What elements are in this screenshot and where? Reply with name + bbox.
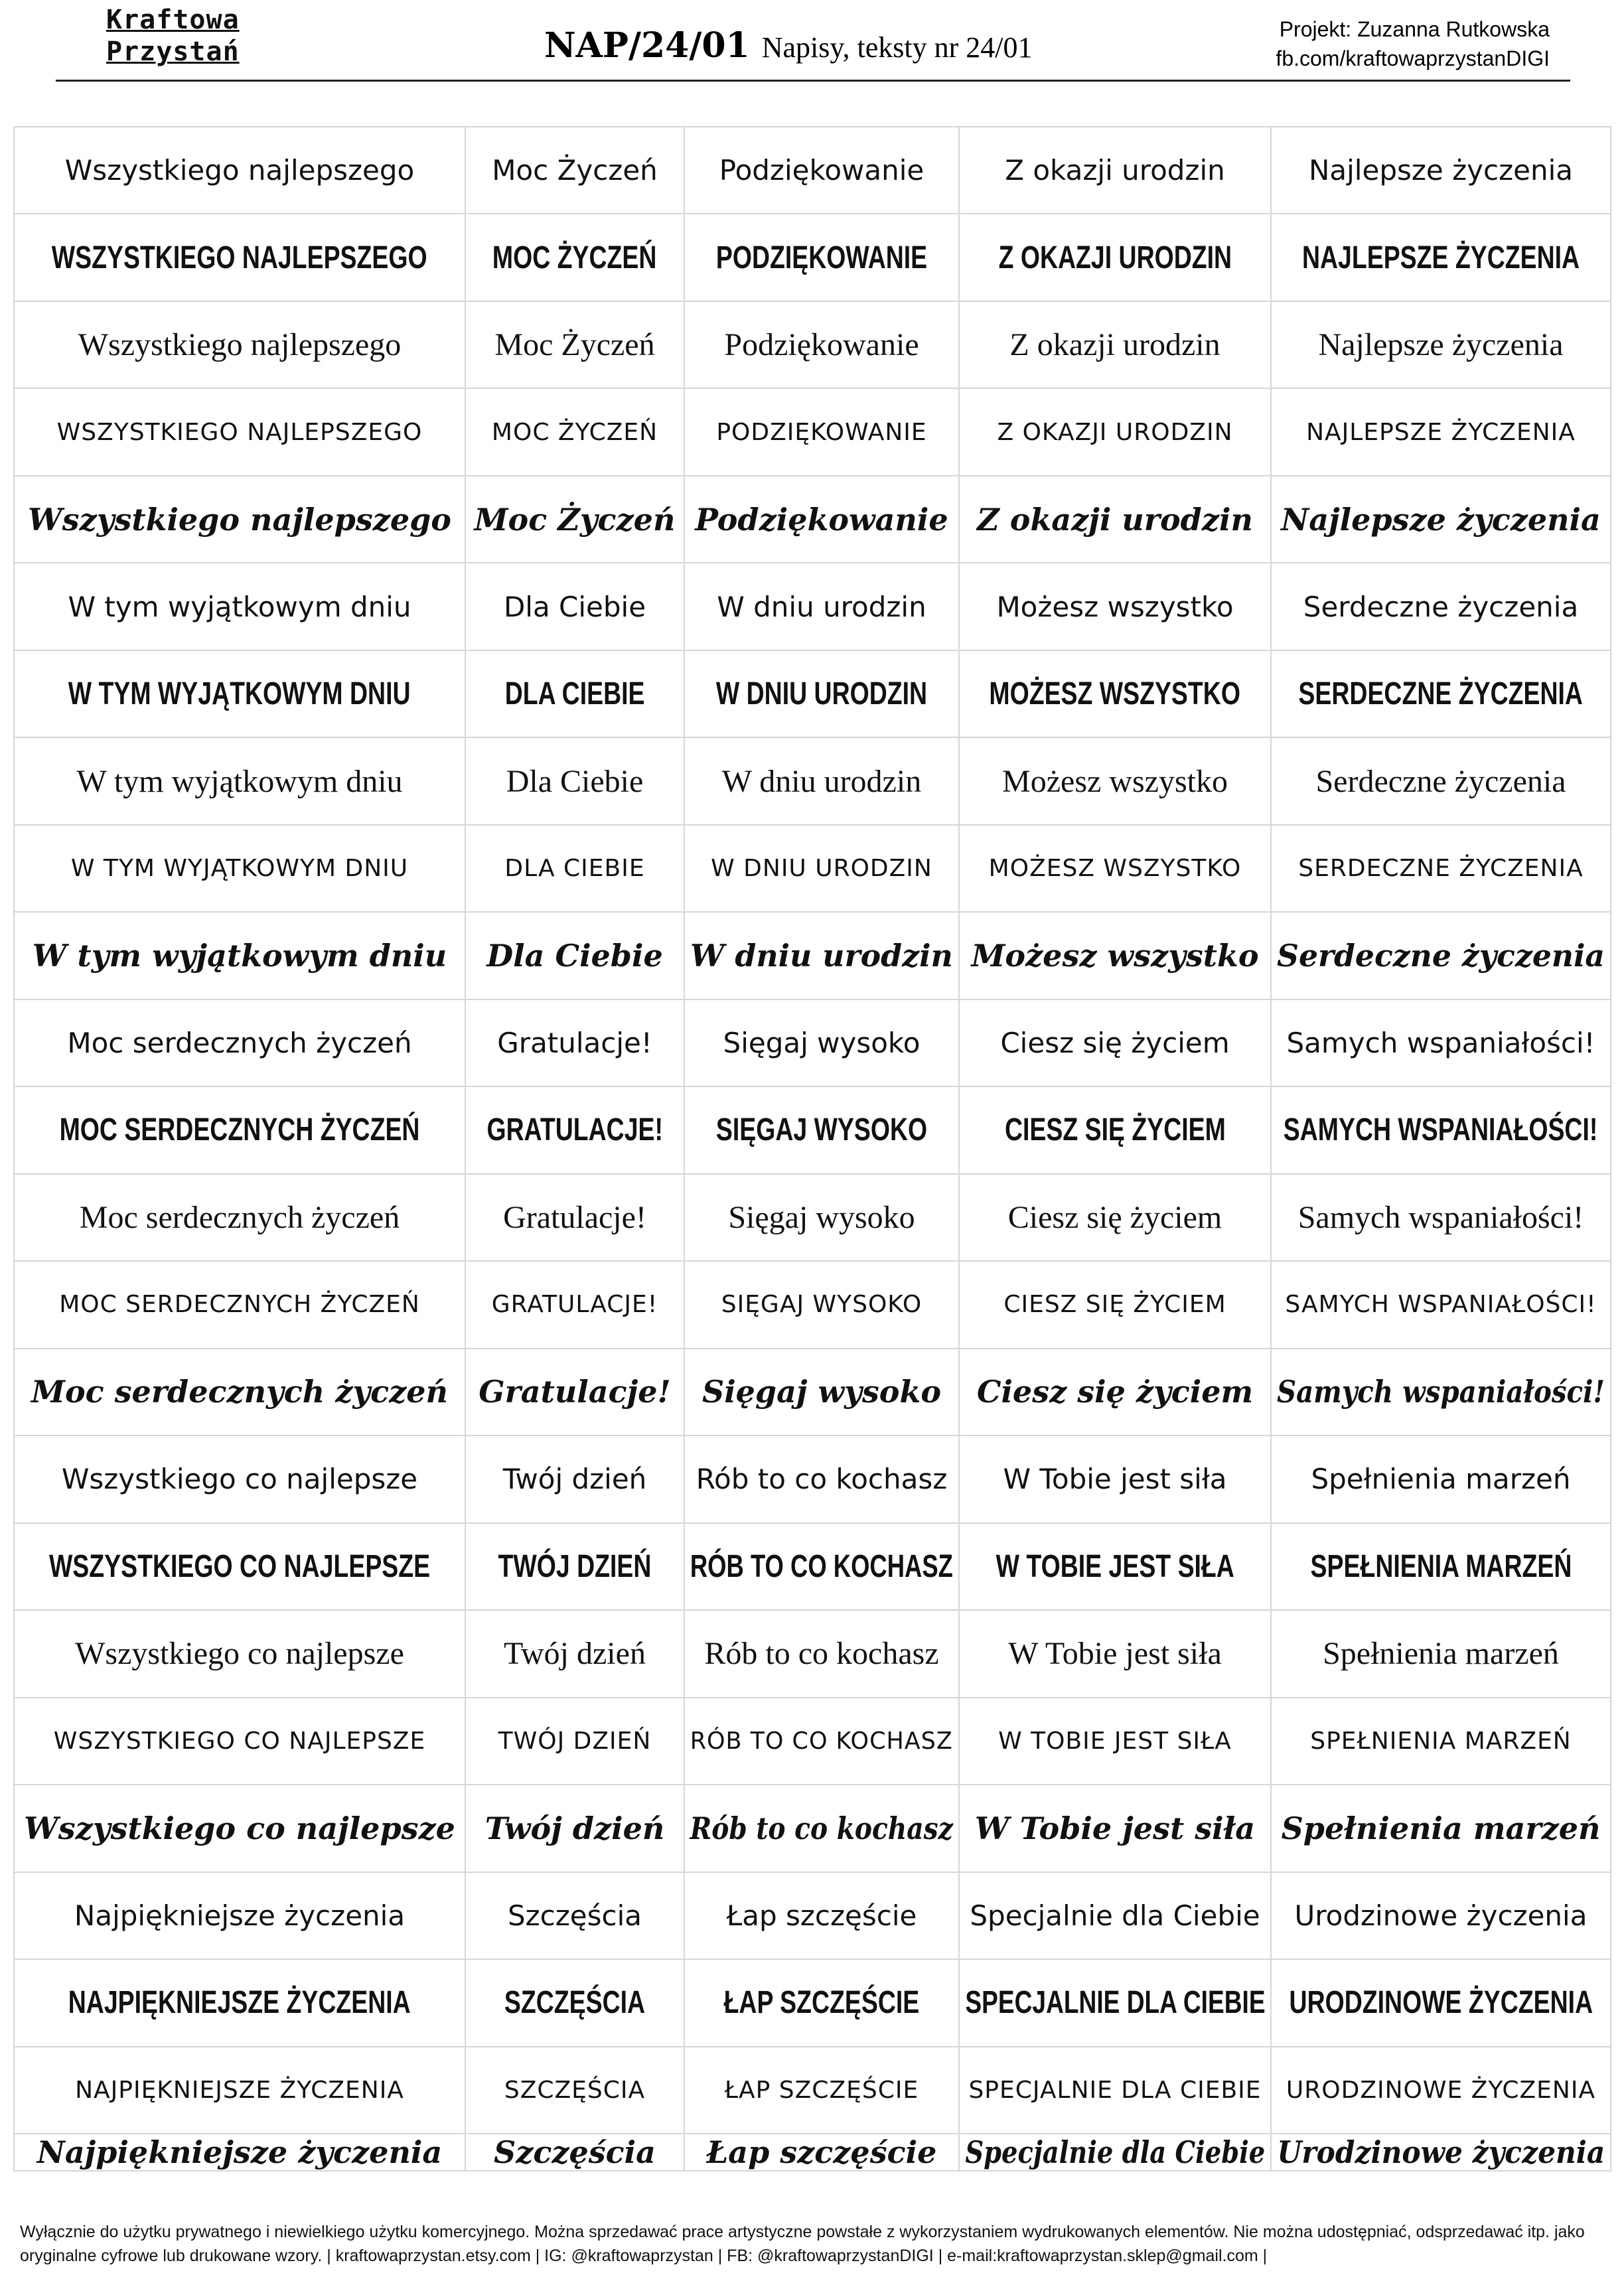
phrase-cell [685,2134,960,2172]
project-facebook: fb.com/kraftowaprzystanDIGI [1276,46,1550,70]
phrase-text: PODZIĘKOWANIE [716,418,927,446]
phrase-text: Wszystkiego co najlepsze [75,1636,404,1672]
phrase-cell [15,389,466,476]
phrase-text: SERDECZNE ŻYCZENIA [1298,676,1584,712]
phrase-text: MOC SERDECZNYCH ŻYCZEŃ [59,1112,420,1148]
phrase-text: Z okazji urodzin [1005,154,1225,187]
phrase-text: Moc serdecznych życzeń [67,1027,412,1060]
phrase-cell [466,563,685,650]
phrase-text: Moc Życzeń [494,327,655,363]
phrase-text: NAJPIĘKNIEJSZE ŻYCZENIA [68,1985,411,2021]
phrase-text: W tym wyjątkowym dniu [68,590,411,623]
phrase-cell [1272,2134,1611,2172]
project-info [1205,15,1550,73]
phrase-text: W dniu urodzin [721,763,922,799]
phrase-cell [960,1611,1272,1698]
phrase-text: Serdeczne życzenia [1315,763,1566,799]
phrase-cell [15,1087,466,1174]
phrase-text: Serdeczne życzenia [1276,938,1605,974]
phrase-cell [685,1087,960,1174]
phrase-text: W DNIU URODZIN [715,676,928,712]
phrase-text: Sięgaj wysoko [723,1027,921,1060]
phrase-cell [15,1611,466,1698]
phrase-cell [1272,2047,1611,2134]
phrase-text: Z OKAZJI URODZIN [997,418,1233,446]
phrase-text: GRATULACJE! [491,1291,658,1319]
phrase-cell [1272,1262,1611,1349]
phrase-cell [685,1611,960,1698]
phrase-cell [15,1960,466,2047]
phrase-cell [960,563,1272,650]
phrase-text: SPECJALNIE DLA CIEBIE [964,1985,1266,2021]
phrase-text: Możesz wszystko [996,590,1234,623]
phrase-cell [960,913,1272,999]
phrase-cell [466,1000,685,1087]
phrase-cell [466,1087,685,1174]
phrase-cell [466,1785,685,1872]
phrase-cell [1272,826,1611,913]
phrase-text: Spełnienia marzeń [1281,1810,1601,1846]
phrase-cell [960,389,1272,476]
phrase-cell [685,477,960,563]
phrase-text: W TYM WYJĄTKOWYM DNIU [70,855,409,883]
phrase-cell [960,1698,1272,1785]
phrase-cell [15,826,466,913]
phrase-cell [1272,1175,1611,1262]
phrase-text: Gratulacje! [503,1199,646,1235]
phrase-cell [1272,1960,1611,2047]
phrase-cell [960,826,1272,913]
phrase-text: W TOBIE JEST SIŁA [998,1727,1232,1755]
phrase-cell [1272,1349,1611,1436]
phrase-text: SIĘGAJ WYSOKO [715,1112,928,1148]
header-divider [56,80,1570,82]
phrase-cell [15,302,466,389]
phrase-text: Urodzinowe życzenia [1277,2134,1605,2170]
phrase-cell [960,214,1272,301]
phrase-text: Dla Ciebie [486,938,663,974]
phrase-text: RÓB TO CO KOCHASZ [690,1727,954,1755]
phrase-cell [1272,1873,1611,1960]
phrase-cell [1272,389,1611,476]
phrase-cell [15,2134,466,2172]
phrase-text: SPECJALNIE DLA CIEBIE [968,2076,1262,2104]
phrase-cell [15,214,466,301]
phrase-cell [15,1262,466,1349]
phrase-text: Szczęścia [494,2134,656,2170]
phrase-cell [685,1262,960,1349]
phrase-text: Najlepsze życzenia [1318,327,1564,363]
project-author: Projekt: Zuzanna Rutkowska [1279,17,1550,41]
phrase-cell [15,1698,466,1785]
phrase-text: Serdeczne życzenia [1303,590,1579,623]
phrase-text: W tym wyjątkowym dniu [32,938,447,974]
phrase-cell [960,477,1272,563]
phrase-cell [1272,127,1611,214]
phrase-cell [466,477,685,563]
phrase-cell [15,1000,466,1087]
phrase-cell [960,2047,1272,2134]
phrase-text: Podziękowanie [719,154,924,187]
phrase-text: WSZYSTKIEGO CO NAJLEPSZE [48,1548,431,1584]
phrase-text: Podziękowanie [724,327,919,363]
phrase-cell [685,651,960,738]
phrase-text: Ciesz się życiem [1000,1027,1230,1060]
phrase-text: Rób to co kochasz [704,1636,939,1672]
phrase-cell [466,2134,685,2172]
phrase-text: Najpiękniejsze życzenia [37,2134,443,2170]
phrase-cell [960,651,1272,738]
phrase-cell [15,1785,466,1872]
phrase-text: MOŻESZ WSZYSTKO [989,676,1241,712]
phrase-text: Twój dzień [502,1463,647,1496]
phrase-cell [466,389,685,476]
phrase-cell [466,1175,685,1262]
phrase-text: Podziękowanie [695,501,948,538]
phrase-cell [1272,563,1611,650]
phrase-text: ŁAP SZCZĘŚCIE [723,1985,920,2021]
phrase-cell [1272,1698,1611,1785]
phrase-text: Ciesz się życiem [976,1374,1254,1410]
phrase-text: Urodzinowe życzenia [1294,1899,1587,1932]
phrase-cell [15,1436,466,1523]
phrase-cell [1272,1436,1611,1523]
phrase-cell [466,738,685,825]
phrase-text: Rób to co kochasz [690,1810,954,1846]
phrase-text: Najlepsze życzenia [1308,154,1573,187]
phrase-text: URODZINOWE ŻYCZENIA [1286,2076,1596,2104]
phrase-cell [15,738,466,825]
phrase-text: Spełnienia marzeń [1311,1463,1571,1496]
phrase-text: TWÓJ DZIEŃ [498,1548,652,1584]
phrase-cell [960,1087,1272,1174]
page-header [0,0,1624,83]
phrase-text: WSZYSTKIEGO NAJLEPSZEGO [52,240,427,275]
phrase-text: Wszystkiego co najlepsze [24,1810,455,1846]
phrase-text: W dniu urodzin [717,590,926,623]
phrase-cell [685,214,960,301]
phrase-cell [960,1436,1272,1523]
phrase-text: MOC ŻYCZEŃ [492,240,657,275]
phrase-cell [1272,738,1611,825]
phrase-text: CIESZ SIĘ ŻYCIEM [1004,1112,1226,1148]
sheet-code: NAP/24/01 [544,25,750,66]
phrase-text: Dla Ciebie [506,763,644,799]
phrase-cell [685,913,960,999]
phrase-cell [15,477,466,563]
phrase-text: SERDECZNE ŻYCZENIA [1298,855,1584,883]
phrase-text: Samych wspaniałości! [1286,1027,1595,1060]
phrase-cell [685,1349,960,1436]
phrase-cell [15,1349,466,1436]
phrase-cell [960,1873,1272,1960]
phrase-text: SZCZĘŚCIA [504,1985,646,2021]
phrase-cell [685,127,960,214]
phrase-cell [466,1349,685,1436]
phrase-text: Rób to co kochasz [696,1463,948,1496]
phrase-text: MOC SERDECZNYCH ŻYCZEŃ [59,1291,420,1319]
phrase-cell [15,2047,466,2134]
phrase-text: Łap szczęście [706,2134,937,2170]
phrase-cell [685,1698,960,1785]
phrase-cell [466,1873,685,1960]
phrase-cell [960,1349,1272,1436]
phrase-cell [685,563,960,650]
phrase-text: Samych wspaniałości! [1276,1374,1605,1410]
phrase-text: Sięgaj wysoko [728,1199,915,1235]
phrase-cell [466,1698,685,1785]
phrase-cell [466,214,685,301]
phrase-cell [1272,1524,1611,1611]
phrase-text: Wszystkiego co najlepsze [61,1463,418,1496]
phrase-cell [466,651,685,738]
phrase-text: SZCZĘŚCIA [504,2076,646,2104]
phrase-text: SPEŁNIENIA MARZEŃ [1310,1727,1572,1755]
phrase-cell [466,826,685,913]
phrase-cell [1272,1611,1611,1698]
phrase-cell [685,389,960,476]
phrase-cell [685,302,960,389]
phrase-cell [685,1000,960,1087]
phrase-cell [15,563,466,650]
phrase-cell [960,1524,1272,1611]
phrase-cell [960,2134,1272,2172]
phrase-cell [466,1611,685,1698]
phrase-text: W TOBIE JEST SIŁA [996,1548,1234,1584]
phrase-cell [1272,913,1611,999]
page-footer: Wyłącznie do użytku prywatnego i niewielkiego użytku komercyjnego. Można sprzedawać prace artystyczne powstałe z wykorzystaniem wydrukowanych elementów. Nie można udostępniać, odsprzedawać itp. jako oryginalne cyfrowe lub drukowane wzory. | kraftowaprzystan.etsy.com | IG: @kraftowaprzystan | FB: @kraftowaprzystanDIGI | e-mail:kraftowaprzystan.sklep@gmail.com | [20,2223,1585,2265]
phrase-text: Z OKAZJI URODZIN [998,240,1232,275]
phrase-cell [15,913,466,999]
phrase-text: TWÓJ DZIEŃ [498,1727,652,1755]
phrase-text: MOC ŻYCZEŃ [491,418,658,446]
phrase-cell [1272,1000,1611,1087]
phrase-text: DLA CIEBIE [504,855,645,883]
phrase-cell [466,127,685,214]
phrase-text: Samych wspaniałości! [1297,1199,1584,1235]
phrase-text: NAJPIĘKNIEJSZE ŻYCZENIA [75,2076,404,2104]
phrase-cell [15,1524,466,1611]
phrase-cell [466,2047,685,2134]
phrase-cell [15,651,466,738]
logo-line-2: Przystań [106,37,240,67]
phrase-text: Gratulacje! [497,1027,652,1060]
phrase-text: Możesz wszystko [1002,763,1228,799]
phrase-cell [960,738,1272,825]
phrase-cell [685,738,960,825]
phrase-text: W Tobie jest siła [1008,1636,1222,1672]
phrase-text: W dniu urodzin [690,938,953,974]
phrase-text: W Tobie jest siła [1003,1463,1227,1496]
phrase-cell [685,826,960,913]
phrase-cell [960,127,1272,214]
phrase-cell [960,1175,1272,1262]
logo-line-1: Kraftowa [106,5,240,35]
phrase-text: Dla Ciebie [503,590,646,623]
phrase-text: SIĘGAJ WYSOKO [721,1291,923,1319]
phrase-text: NAJLEPSZE ŻYCZENIA [1306,418,1576,446]
phrase-cell [15,127,466,214]
phrase-text: DLA CIEBIE [504,676,645,712]
phrase-cell [466,913,685,999]
phrase-cell [466,1262,685,1349]
phrase-text: ŁAP SZCZĘŚCIE [724,2076,919,2104]
phrase-grid [13,126,1611,2172]
phrase-text: Najpiękniejsze życzenia [74,1899,406,1932]
phrase-cell [466,1524,685,1611]
phrase-text: Wszystkiego najlepszego [64,154,415,187]
phrase-text: W tym wyjątkowym dniu [76,763,403,799]
phrase-cell [466,1960,685,2047]
phrase-text: GRATULACJE! [486,1112,663,1148]
phrase-text: Twój dzień [504,1636,646,1672]
phrase-cell [960,1960,1272,2047]
phrase-text: URODZINOWE ŻYCZENIA [1289,1985,1593,2021]
phrase-cell [1272,477,1611,563]
phrase-text: Z okazji urodzin [1009,327,1220,363]
phrase-text: Łap szczęście [726,1899,917,1932]
phrase-cell [960,302,1272,389]
phrase-text: CIESZ SIĘ ŻYCIEM [1003,1291,1226,1319]
phrase-text: Moc Życzeń [492,154,658,187]
phrase-cell [1272,1087,1611,1174]
phrase-cell [15,1175,466,1262]
phrase-cell [960,1262,1272,1349]
phrase-text: W Tobie jest siła [974,1810,1256,1846]
phrase-cell [1272,302,1611,389]
phrase-cell [15,1873,466,1960]
phrase-text: W TYM WYJĄTKOWYM DNIU [68,676,411,712]
phrase-cell [466,1436,685,1523]
phrase-text: Możesz wszystko [971,938,1259,974]
phrase-text: RÓB TO CO KOCHASZ [690,1548,954,1584]
phrase-text: Gratulacje! [479,1374,671,1410]
phrase-cell [960,1785,1272,1872]
phrase-text: Moc serdecznych życzeń [31,1374,448,1410]
phrase-text: Specjalnie dla Ciebie [970,1899,1260,1932]
phrase-cell [685,1436,960,1523]
phrase-cell [960,1000,1272,1087]
sheet-subtitle: Napisy, teksty nr 24/01 [761,31,1033,64]
phrase-text: SAMYCH WSPANIAŁOŚCI! [1285,1291,1597,1319]
phrase-text: WSZYSTKIEGO NAJLEPSZEGO [56,418,423,446]
phrase-cell [685,1175,960,1262]
phrase-text: Sięgaj wysoko [701,1374,942,1410]
phrase-cell [685,1785,960,1872]
phrase-text: Specjalnie dla Ciebie [965,2134,1265,2170]
phrase-text: Moc serdecznych życzeń [79,1199,400,1235]
phrase-cell [685,1873,960,1960]
phrase-text: MOŻESZ WSZYSTKO [988,855,1242,883]
phrase-text: Twój dzień [484,1810,665,1846]
phrase-text: SPEŁNIENIA MARZEŃ [1310,1548,1572,1584]
phrase-text: Szczęścia [507,1899,642,1932]
phrase-cell [685,1524,960,1611]
phrase-cell [1272,214,1611,301]
phrase-cell [685,1960,960,2047]
phrase-text: Spełnienia marzeń [1323,1636,1559,1672]
phrase-text: Wszystkiego najlepszego [78,327,402,363]
phrase-text: SAMYCH WSPANIAŁOŚCI! [1284,1112,1598,1148]
phrase-text: PODZIĘKOWANIE [715,240,928,275]
phrase-text: NAJLEPSZE ŻYCZENIA [1301,240,1580,275]
sheet-title [544,25,1142,72]
phrase-text: Wszystkiego najlepszego [28,501,451,538]
phrase-cell [1272,1785,1611,1872]
phrase-cell [466,302,685,389]
phrase-text: WSZYSTKIEGO CO NAJLEPSZE [53,1727,426,1755]
phrase-text: W DNIU URODZIN [711,855,932,883]
phrase-text: Z okazji urodzin [977,501,1253,538]
phrase-cell [1272,651,1611,738]
phrase-text: Ciesz się życiem [1007,1199,1222,1235]
brand-logo [106,4,279,74]
phrase-text: Moc Życzeń [474,501,676,538]
phrase-cell [685,2047,960,2134]
phrase-text: Najlepsze życzenia [1281,501,1601,538]
